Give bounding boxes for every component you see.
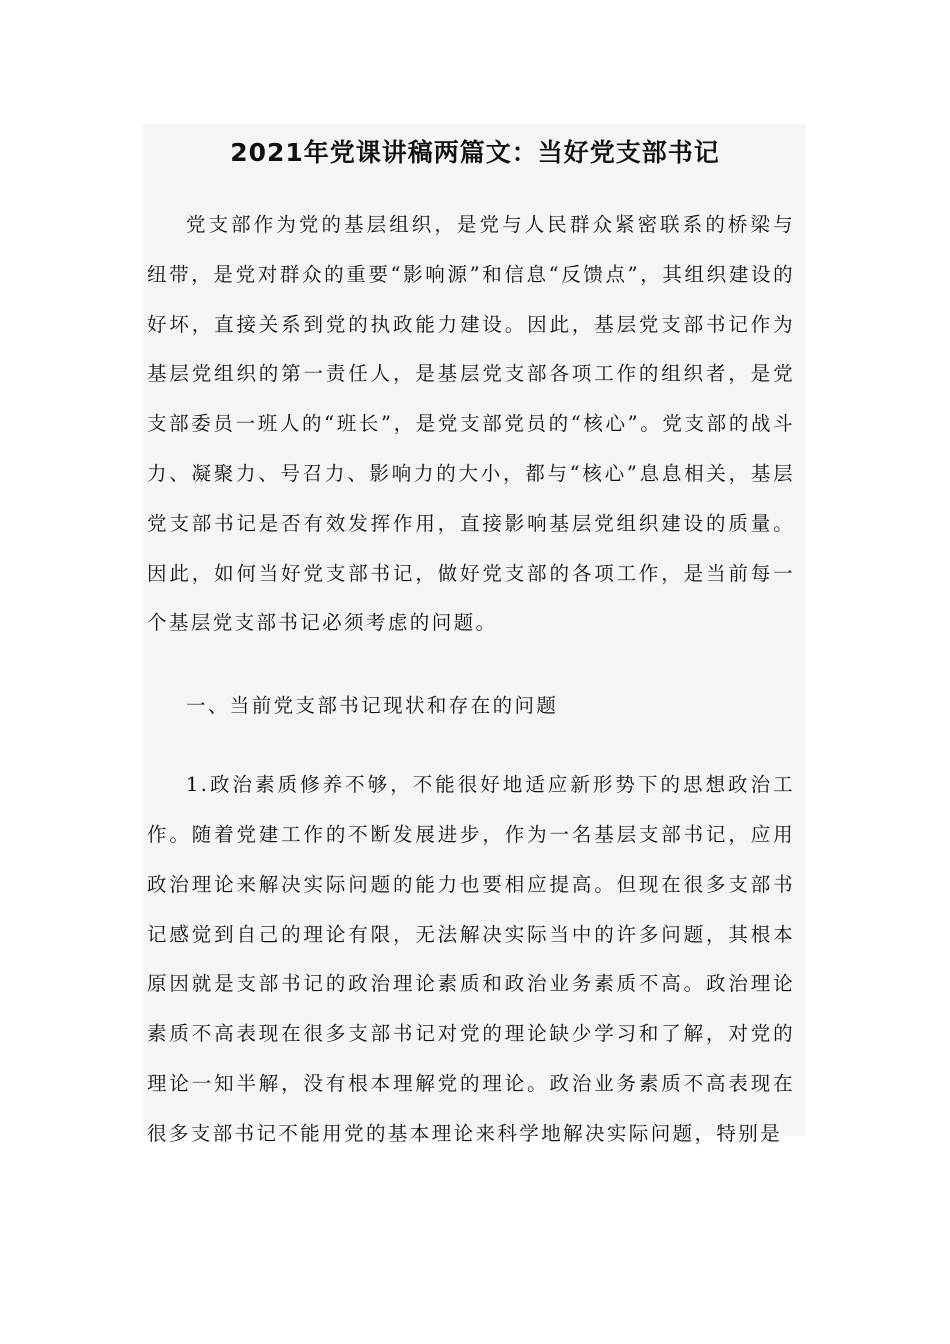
section-heading: 一、当前党支部书记现状和存在的问题 — [186, 694, 559, 718]
document-title: 2021年党课讲稿两篇文：当好党支部书记 — [230, 138, 720, 167]
document-body — [147, 200, 795, 1159]
intro-paragraph: 党支部作为党的基层组织，是党与人民群众紧密联系的桥梁与纽带，是党对群众的重要“影响源”和信息“反馈点”，其组织建设的好坏，直接关系到党的执政能力建设。因此，基层党支部书记作为基层党组织的第一责任人，是基层党支部各项工作的组织者，是党支部委员一班人的“班长”，是党支部党员的“核心”。党支部的战斗力、凝聚力、号召力、影响力的大小，都与“核心”息息相关，基层党支部书记是否有效发挥作用，直接影响基层党组织建设的质量。因此，如何当好党支部书记，做好党支部的各项工作，是当前每一个基层党支部书记必须考虑的问题。 — [147, 213, 795, 635]
numbered-paragraph: 1.政治素质修养不够，不能很好地适应新形势下的思想政治工作。随着党建工作的不断发展进步，作为一名基层支部书记，应用政治理论来解决实际问题的能力也要相应提高。但现在很多支部书记感觉到自己的理论有限，无法解决实际当中的许多问题，其根本原因就是支部书记的政治理论素质和政治业务素质不高。政治理论素质不高表现在很多支部书记对党的理论缺少学习和了解，对党的理论一知半解，没有根本理解党的理论。政治业务素质不高表现在很多支部书记不能用党的基本理论来科学地解决实际问题，特别是 — [147, 773, 795, 1145]
